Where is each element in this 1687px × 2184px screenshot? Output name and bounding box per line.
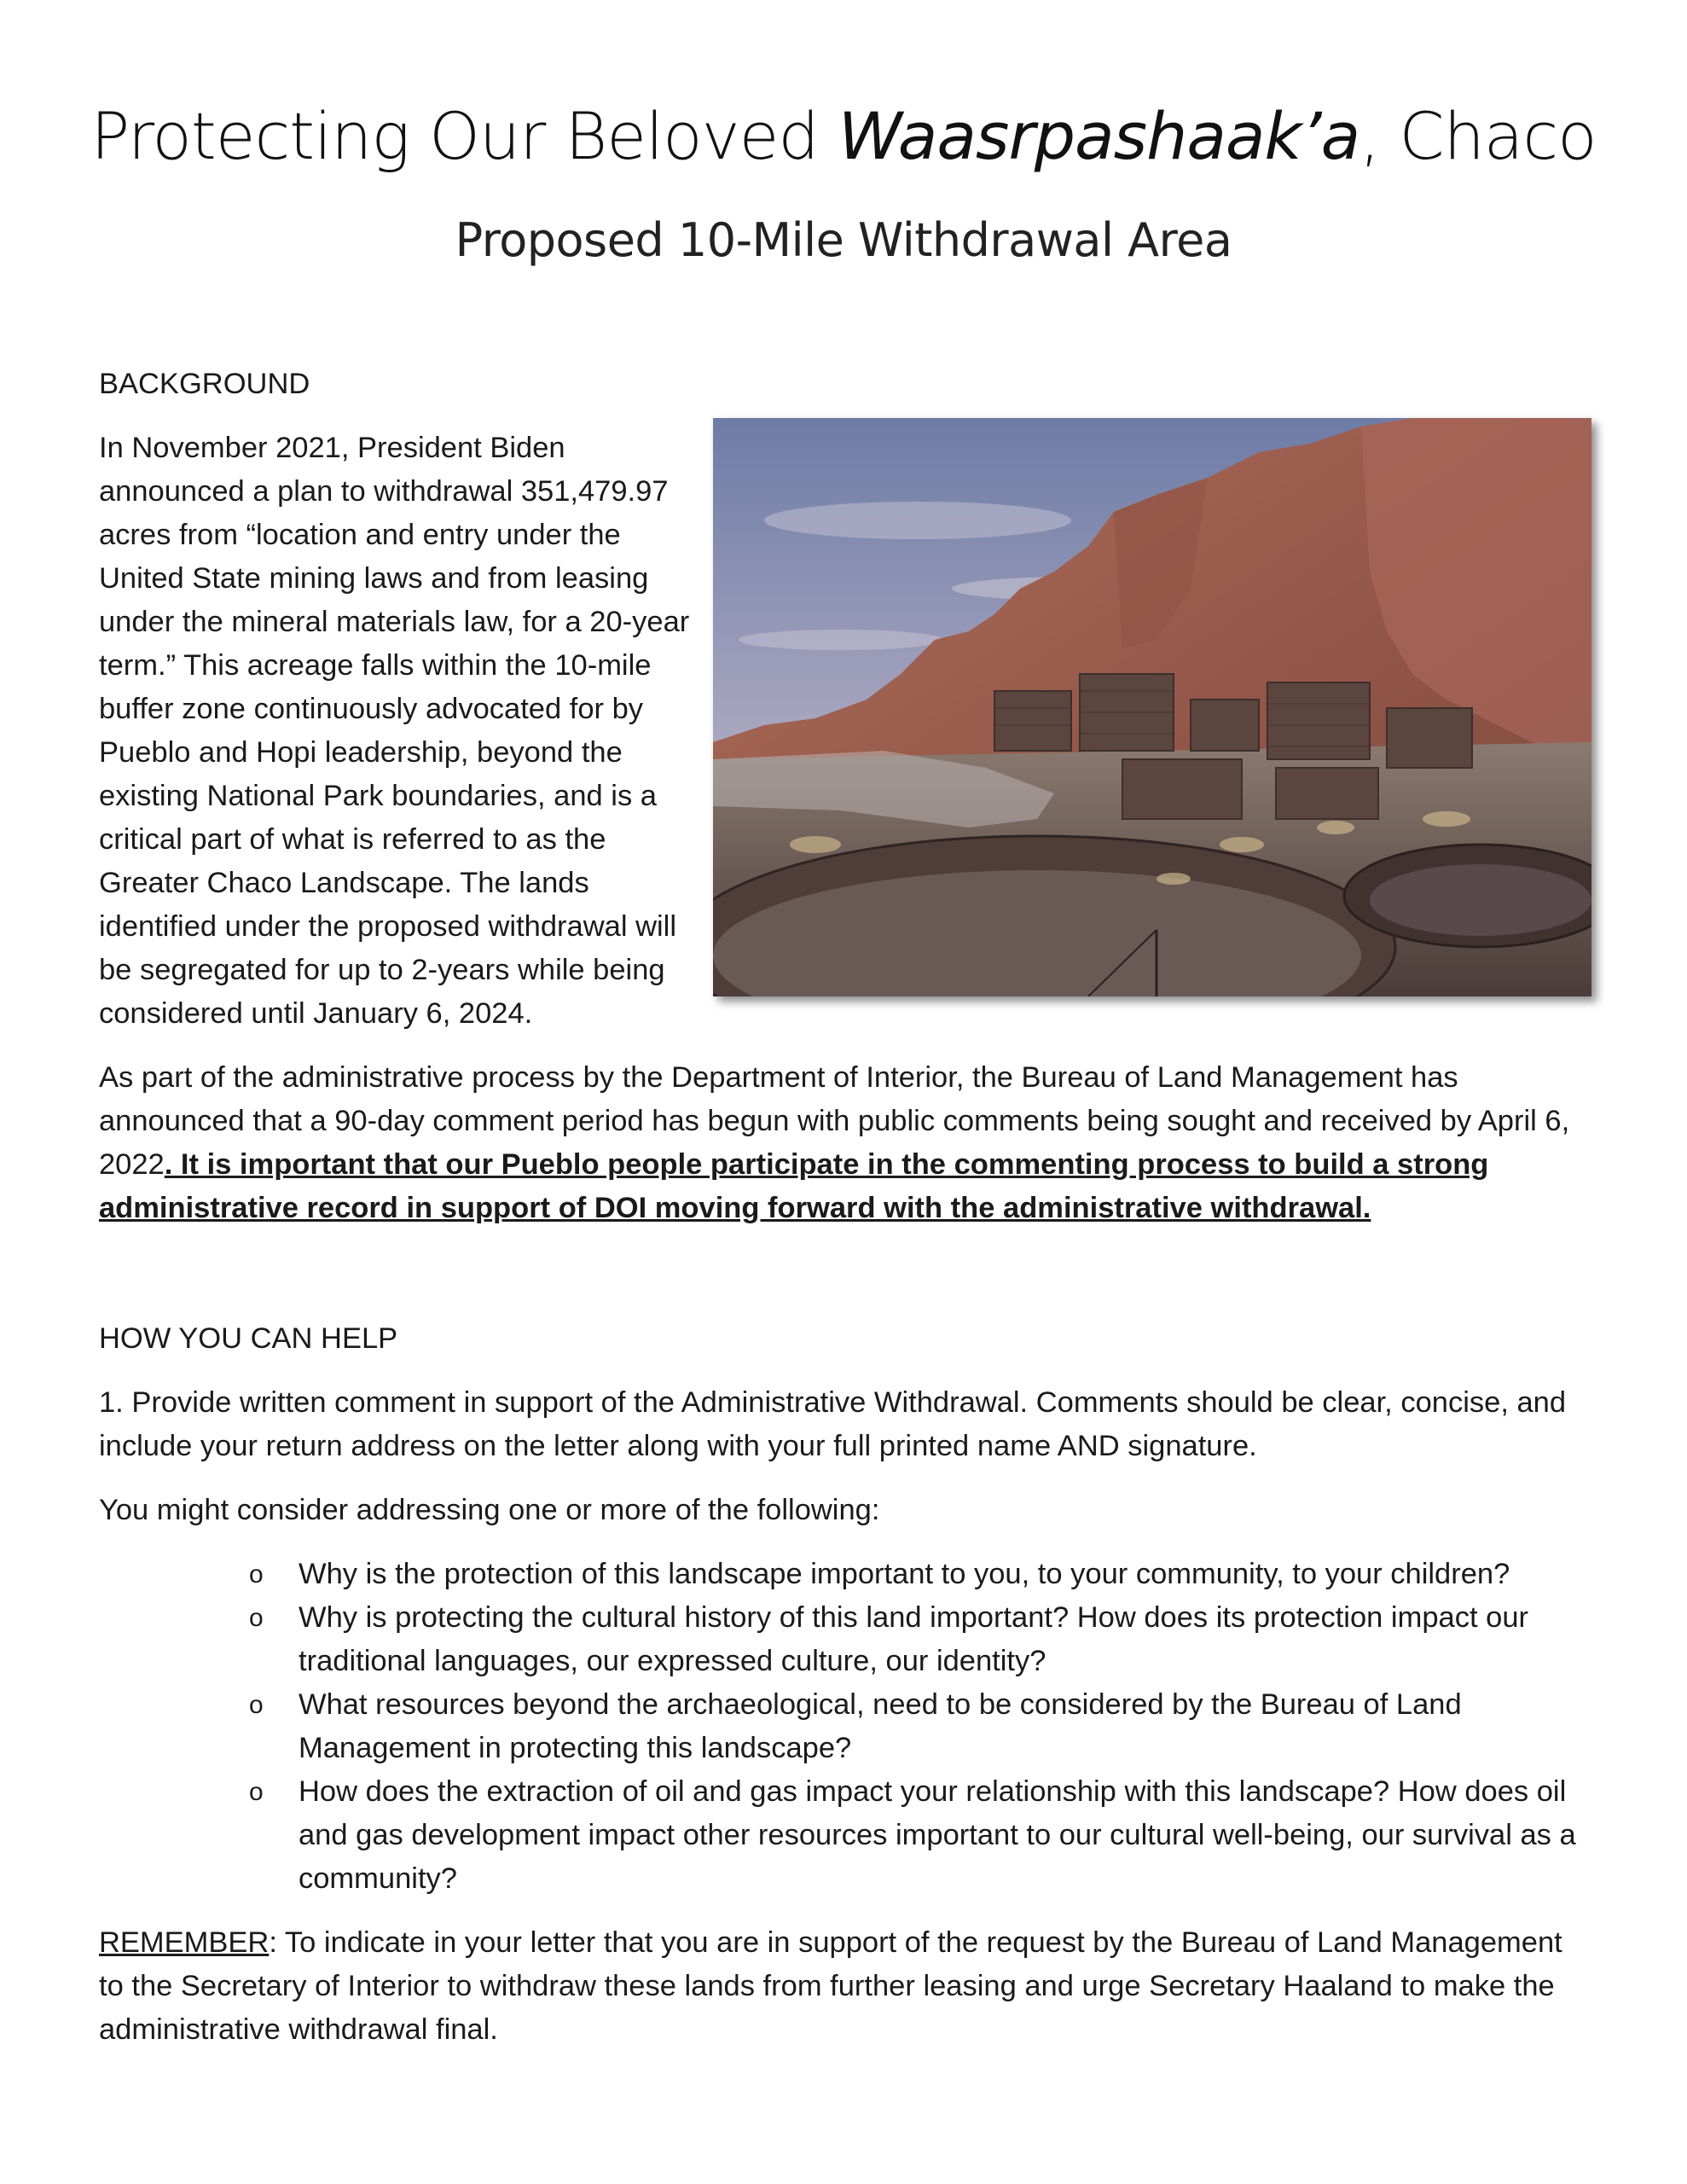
list-item-text: How does the extraction of oil and gas impact your relationship with this landscape? How does oil and gas development impact other resources important to our cultural well-being, our survival as a community? (299, 1775, 1576, 1895)
circle-bullet-icon: o (249, 1691, 264, 1719)
background-paragraph-2-emphasis: . It is important that our Pueblo people participate in the commenting process to build a strong administrative record in support of DOI moving forward with the administrative withdrawal. (99, 1148, 1489, 1224)
list-item-text: Why is protecting the cultural history of this land important? How does its protection impact our traditional languages, our expressed culture, our identity? (299, 1601, 1528, 1677)
list-item-text: What resources beyond the archaeological, need to be considered by the Bureau of Land Management in protecting this landscape? (299, 1688, 1462, 1764)
document-body (99, 363, 1591, 2072)
page-subtitle: Proposed 10-Mile Withdrawal Area (455, 213, 1232, 267)
list-item (99, 1596, 1591, 1683)
list-item (99, 1683, 1591, 1770)
help-question-list (99, 1553, 1591, 1901)
remember-text: : To indicate in your letter that you are in support of the request by the Bureau of Land Management to the Secretary of Interior to withdraw these lands from further leasing and urge Secretary Haaland to make the administrative withdrawal final. (99, 1926, 1562, 2046)
background-paragraph-1: In November 2021, President Biden announced a plan to withdrawal 351,479.97 acres from “location and entry under the United State mining laws and from leasing under the mineral materials law, for a 20-year term.” This acreage falls within the 10-mile buffer zone continuously advocated for by Pueblo and Hopi leadership, beyond the existing National Park boundaries, and is a critical part of what is referred to as the Greater Chaco Landscape. The lands identified under the proposed withdrawal will be segregated for up to 2-years while being considered until January 6, 2024. (99, 432, 690, 1030)
circle-bullet-icon: o (249, 1778, 264, 1806)
background-paragraph-2 (99, 1056, 1591, 1230)
background-paragraph-2-text: As part of the administrative process by the Department of Interior, the Bureau of Land Management has announced that a 90-day comment period has begun with public comments being sought and received by April 6, 2022 (99, 1061, 1570, 1181)
help-step-1: 1. Provide written comment in support of the Administrative Withdrawal. Comments should be clear, concise, and include your return address on the letter along with your full printed name AND signature. (99, 1386, 1567, 1462)
chaco-canyon-photo (713, 418, 1591, 996)
remember-label: REMEMBER (99, 1926, 270, 1959)
list-item (99, 1553, 1591, 1596)
help-consider-intro: You might consider addressing one or more of the following: (99, 1494, 880, 1526)
background-heading: BACKGROUND (99, 368, 310, 400)
help-heading: HOW YOU CAN HELP (99, 1322, 398, 1355)
circle-bullet-icon: o (249, 1560, 264, 1589)
title-italic: Waasrpashaak’a (838, 98, 1360, 174)
circle-bullet-icon: o (249, 1604, 264, 1632)
page-title (0, 98, 1687, 174)
title-suffix: , Chaco (1359, 98, 1597, 174)
title-prefix: Protecting Our Beloved (90, 98, 838, 174)
remember-note (99, 1921, 1591, 2052)
list-item-text: Why is the protection of this landscape important to you, to your community, to your children? (299, 1558, 1510, 1590)
list-item (99, 1770, 1591, 1901)
